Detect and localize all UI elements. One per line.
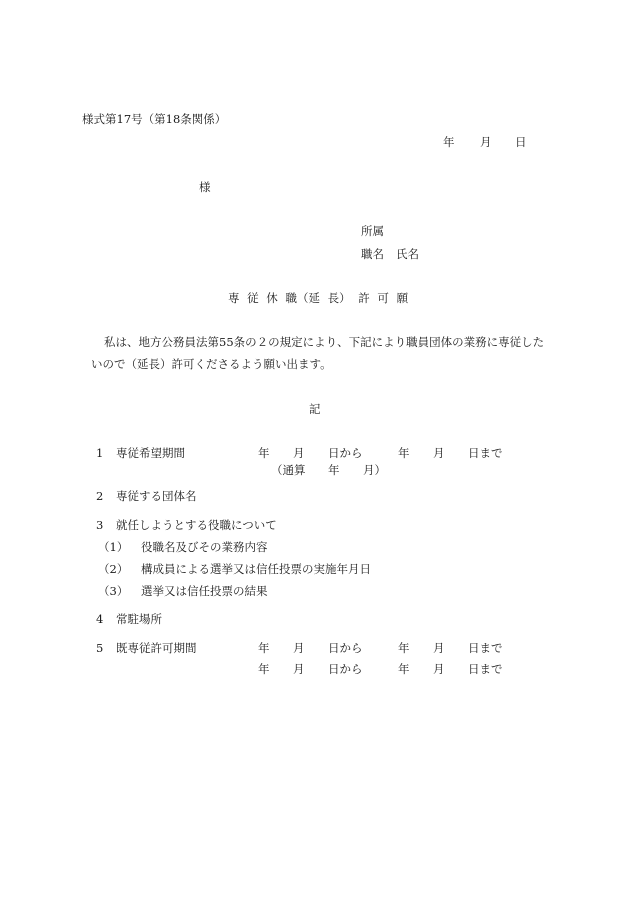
item-1-day-from: 日から [328, 446, 363, 460]
item-3-sub-3-label: 選挙又は信任投票の結果 [141, 584, 268, 598]
item-3-label: 就任しようとする役職について [116, 518, 277, 532]
body-line-1: 私は、地方公務員法第55条の２の規定により、下記により職員団体の業務に専従した [104, 335, 545, 349]
applicant-name: 氏名 [396, 247, 419, 261]
item-2-label: 専従する団体名 [116, 489, 197, 503]
item-5-row-1-year-to: 年 [398, 641, 410, 655]
applicant-affiliation: 所属 [361, 224, 384, 238]
item-4-number: 4 [96, 612, 104, 626]
item-5-number: 5 [96, 641, 104, 655]
item-5-row-1-day-from: 日から [328, 641, 363, 655]
item-1-number: 1 [96, 446, 104, 460]
date-year: 年 [443, 135, 455, 149]
item-1-tsusan-open: （通算 [271, 463, 306, 477]
body-line-2: いので（延長）許可くださるよう願い出ます。 [91, 357, 332, 371]
item-3-number: 3 [96, 518, 104, 532]
form-number: 様式第17号（第18条関係） [82, 112, 227, 126]
item-1-tsusan-year: 年 [328, 463, 340, 477]
date-month: 月 [480, 135, 492, 149]
item-3-sub-2-number: （2） [98, 562, 129, 576]
item-5-row-1-year-from: 年 [258, 641, 270, 655]
item-5-row-1-month-to: 月 [433, 641, 445, 655]
item-1-tsusan-close: 月） [363, 463, 386, 477]
item-5-row-2-month-from: 月 [293, 662, 305, 676]
item-1-day-to: 日まで [468, 446, 503, 460]
item-3-sub-1-label: 役職名及びその業務内容 [141, 540, 268, 554]
item-4-label: 常駐場所 [116, 612, 162, 626]
item-1-year-to: 年 [398, 446, 410, 460]
item-5-row-2-day-from: 日から [328, 662, 363, 676]
applicant-position: 職名 [361, 247, 384, 261]
item-5-label: 既専従許可期間 [116, 641, 197, 655]
document-title: 専 従 休 職（延 長） 許 可 願 [228, 291, 409, 305]
addressee-suffix: 様 [199, 180, 211, 194]
item-1-label: 専従希望期間 [116, 446, 185, 460]
date-day: 日 [515, 135, 527, 149]
item-5-row-2-year-from: 年 [258, 662, 270, 676]
item-3-sub-3-number: （3） [98, 584, 129, 598]
item-5-row-2-day-to: 日まで [468, 662, 503, 676]
ki-heading: 記 [309, 402, 321, 416]
item-1-month-from: 月 [293, 446, 305, 460]
item-5-row-2-month-to: 月 [433, 662, 445, 676]
item-2-number: 2 [96, 489, 104, 503]
item-5-row-1-month-from: 月 [293, 641, 305, 655]
item-5-row-2-year-to: 年 [398, 662, 410, 676]
item-3-sub-2-label: 構成員による選挙又は信任投票の実施年月日 [141, 562, 371, 576]
item-1-year-from: 年 [258, 446, 270, 460]
item-5-row-1-day-to: 日まで [468, 641, 503, 655]
item-3-sub-1-number: （1） [98, 540, 129, 554]
item-1-month-to: 月 [433, 446, 445, 460]
